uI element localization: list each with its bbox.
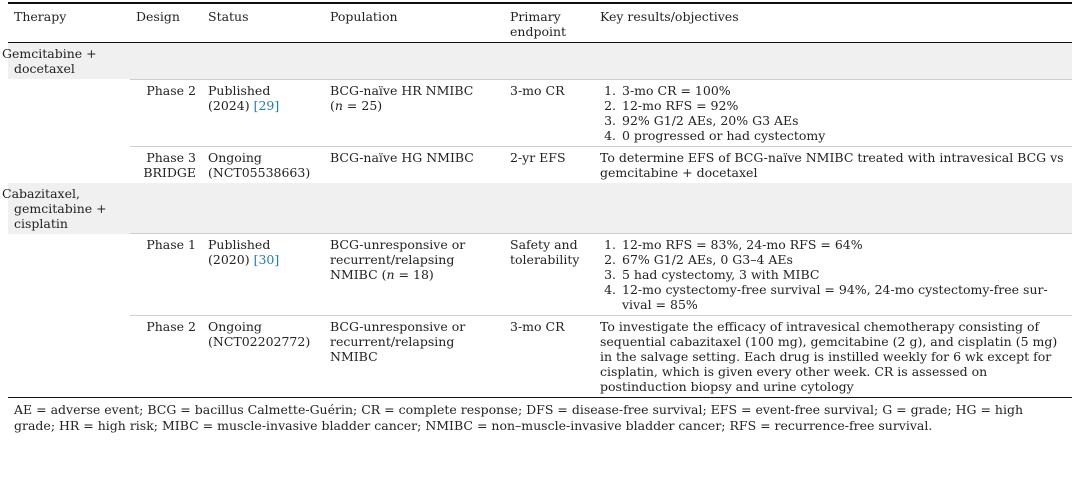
population-n-symbol: n — [386, 267, 395, 282]
list-item: 1. 3-mo CR = 100% — [620, 83, 1066, 98]
endpoint-cell: 3-mo CR — [504, 79, 594, 146]
results-list — [600, 83, 1066, 143]
list-item: 3. 5 had cystectomy, 3 with MIBC — [620, 267, 1066, 282]
table-row — [8, 316, 1072, 398]
table-row — [8, 79, 1072, 146]
population-n-symbol: n — [334, 97, 343, 113]
results-cell — [594, 234, 1072, 316]
design-cell: Phase 2 — [130, 316, 202, 398]
population-n-open: ( — [330, 97, 335, 113]
table-row — [8, 234, 1072, 316]
header-endpoint: Primary endpoint — [504, 4, 594, 43]
status-text: Ongoing — [208, 149, 262, 165]
status-text: Published — [208, 82, 271, 98]
design-cell: Phase 2 — [130, 79, 202, 146]
status-cell — [202, 79, 324, 146]
status-nct: (NCT02202772) — [208, 334, 311, 349]
endpoint-cell: Safety and tolerability — [504, 234, 594, 316]
population-n-value: = 18) — [394, 267, 434, 282]
design-phase: Phase 3 — [146, 149, 196, 165]
status-year: (2020) — [208, 252, 250, 267]
status-cell — [202, 234, 324, 316]
endpoint-cell: 3-mo CR — [504, 316, 594, 398]
list-item: 1. 12-mo RFS = 83%, 24-mo RFS = 64% — [620, 237, 1066, 252]
header-row — [8, 4, 1072, 43]
population-text: BCG-naïve HR NMIBC — [330, 82, 474, 98]
status-cell — [202, 146, 324, 183]
group-name: Cabazitaxel, gemcitabine + cisplatin — [8, 183, 130, 234]
results-cell — [594, 79, 1072, 146]
design-trial-name: BRIDGE — [143, 164, 196, 180]
population-text: BCG-unresponsive or recurrent/relapsing NMIBC ( — [330, 237, 466, 282]
results-list — [600, 237, 1066, 312]
list-item: 2. 67% G1/2 AEs, 0 G3–4 AEs — [620, 252, 1066, 267]
header-therapy: Therapy — [8, 4, 130, 43]
status-text: Published — [208, 237, 271, 252]
list-item: 4. 12-mo cystectomy-free survival = 94%, 24-mo cystectomy-free sur-vival = 85% — [620, 282, 1066, 312]
status-nct: (NCT05538663) — [208, 164, 311, 180]
population-cell — [324, 79, 504, 146]
list-item: 2. 12-mo RFS = 92% — [620, 98, 1066, 113]
status-cell — [202, 316, 324, 398]
group-name: Gemcitabine + docetaxel — [8, 43, 130, 80]
population-cell — [324, 234, 504, 316]
list-item: 4. 0 progressed or had cystectomy — [620, 128, 1066, 143]
design-cell — [130, 146, 202, 183]
objective-cell: To determine EFS of BCG-naïve NMIBC treated with intravesical BCG vs gemcitabine + docetaxel — [594, 146, 1072, 183]
population-cell: BCG-unresponsive or recurrent/relapsing NMIBC — [324, 316, 504, 398]
header-population: Population — [324, 4, 504, 43]
population-cell: BCG-naïve HG NMIBC — [324, 146, 504, 183]
population-n-value: = 25) — [342, 97, 383, 113]
objective-cell: To investigate the efficacy of intravesical chemotherapy consisting of sequential cabazitaxel (100 mg), gemcitabine (2 g), and cisplatin (5 mg) in the salvage setting. Each drug is instilled weekly for 6 wk except for cisplatin, which is given every other week. CR is assessed on postinduction biopsy and urine cytology — [594, 316, 1072, 398]
list-item: 3. 92% G1/2 AEs, 20% G3 AEs — [620, 113, 1066, 128]
reference-link[interactable]: [29] — [253, 97, 280, 113]
status-year: (2024) — [208, 97, 250, 113]
table-container — [2, 2, 1072, 434]
endpoint-cell: 2-yr EFS — [504, 146, 594, 183]
trial-table — [2, 4, 1072, 398]
group-row-gemcitabine-docetaxel — [8, 43, 1072, 80]
reference-link[interactable]: [30] — [253, 252, 280, 267]
header-design: Design — [130, 4, 202, 43]
header-status: Status — [202, 4, 324, 43]
header-results: Key results/objectives — [594, 4, 1072, 43]
group-row-cabazitaxel-gemcitabine-cisplatin — [8, 183, 1072, 234]
status-text: Ongoing — [208, 319, 262, 334]
table-footnote: AE = adverse event; BCG = bacillus Calmette-Guérin; CR = complete response; DFS = disease-free survival; EFS = event-free survival; G = grade; HG = high grade; HR = high risk; MIBC = muscle-invasive bladder cancer; NMIBC = non–muscle-invasive bladder cancer; RFS = recurrence-free survival. — [14, 402, 1024, 433]
table-row — [8, 146, 1072, 183]
design-cell: Phase 1 — [130, 234, 202, 316]
